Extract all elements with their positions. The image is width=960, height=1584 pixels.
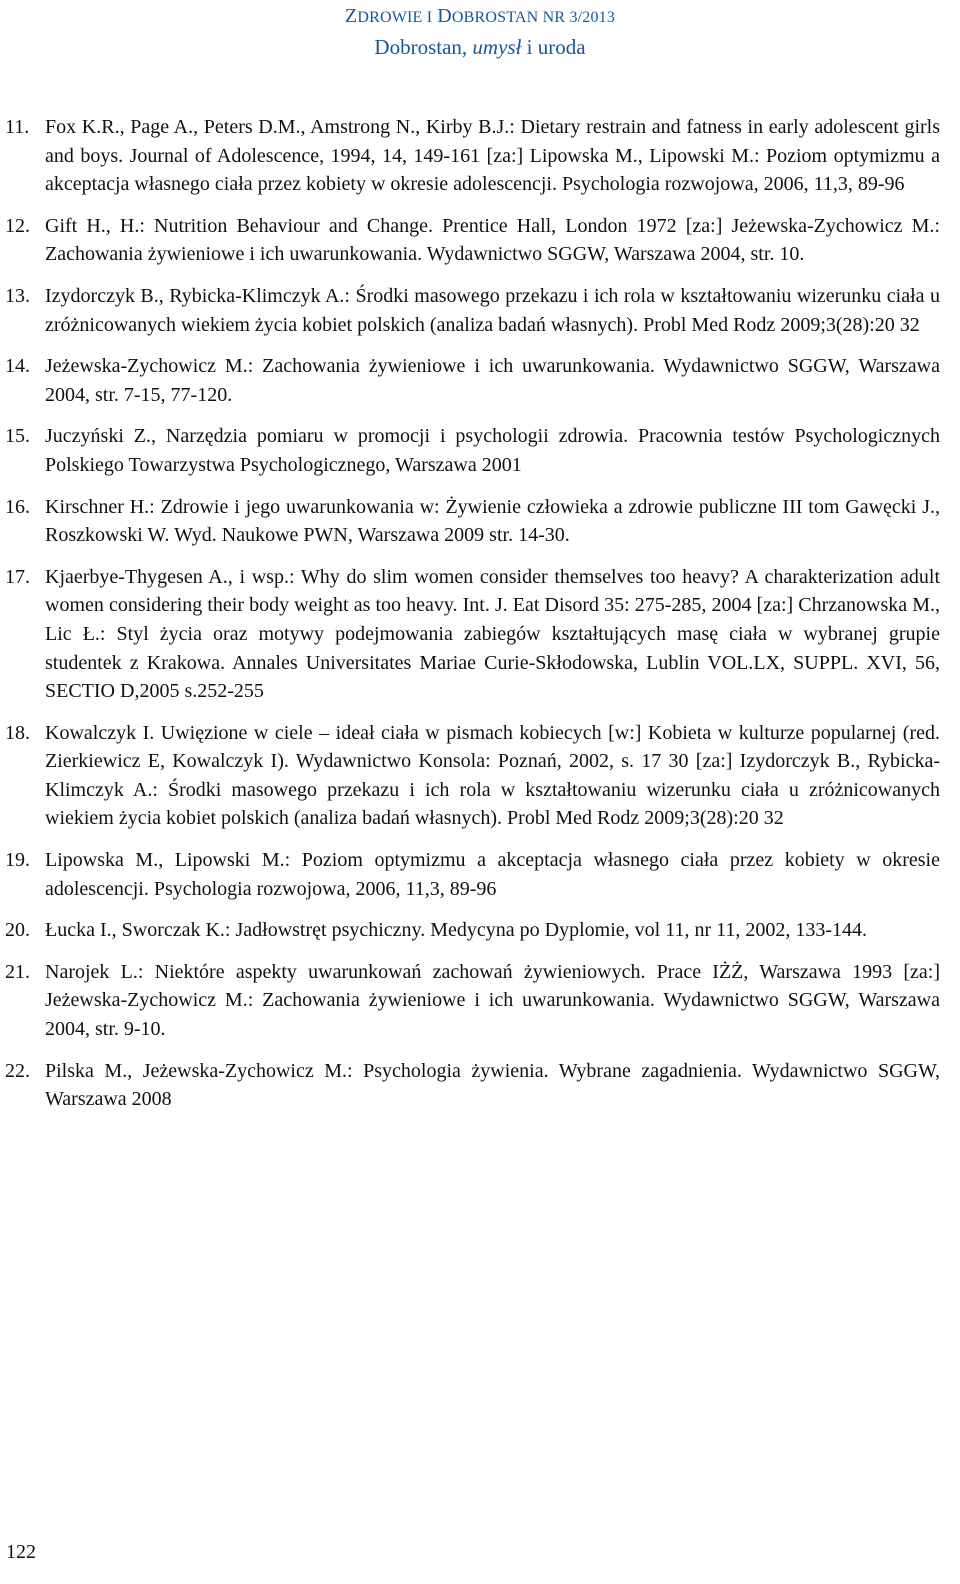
page-number: 122 — [6, 1541, 36, 1563]
reference-number: 13. — [5, 284, 30, 307]
reference-item — [5, 958, 940, 1044]
reference-number: 22. — [5, 1059, 30, 1082]
section-part1: Dobrostan, — [374, 35, 468, 59]
reference-item — [5, 113, 940, 199]
reference-number: 18. — [5, 721, 30, 744]
reference-text: Kjaerbye-Thygesen A., i wsp.: Why do slim women consider themselves too heavy? A charakterization adult women considering their body weight as too heavy. Int. J. Eat Disord 35: 275-285, 2004 [za:] Chrzanowska M., Lic Ł.: Styl życia oraz motywy podejmowania zabiegów kształtujących masę ciała w wybranej grupie studentek z Krakowa. Annales Universitates Mariae Curie-Skłodowska, Lublin VOL.LX, SUPPL. XVI, 56, SECTIO D,2005 s.252-255 — [45, 565, 940, 703]
reference-item — [5, 422, 940, 479]
reference-item — [5, 212, 940, 269]
reference-text: Gift H., H.: Nutrition Behaviour and Change. Prentice Hall, London 1972 [za:] Jeżewska-Zychowicz M.: Zachowania żywieniowe i ich uwarunkowania. Wydawnictwo SGGW, Warszawa 2004, str. 10. — [45, 214, 940, 266]
section-title — [0, 32, 960, 62]
reference-number: 12. — [5, 214, 30, 237]
reference-text: Łucka I., Sworczak K.: Jadłowstręt psychiczny. Medycyna po Dyplomie, vol 11, nr 11, 2002, 133-144. — [45, 919, 868, 942]
reference-item — [5, 1057, 940, 1114]
reference-text: Lipowska M., Lipowski M.: Poziom optymizmu a akceptacja własnego ciała przez kobiety w okresie adolescencji. Psychologia rozwojowa, 2006, 11,3, 89-96 — [45, 849, 940, 900]
reference-list — [5, 113, 940, 1127]
reference-item — [5, 282, 940, 339]
section-italic: umysł — [472, 35, 522, 59]
reference-number: 11. — [5, 116, 30, 138]
reference-item — [5, 916, 940, 945]
reference-item — [5, 493, 940, 550]
reference-number: 20. — [5, 919, 30, 942]
journal-word2: OBROSTAN NR 3/2013 — [451, 9, 616, 26]
reference-item — [5, 352, 940, 409]
reference-text: Izydorczyk B., Rybicka-Klimczyk A.: Środki masowego przekazu i ich rola w kształtowaniu wizerunku ciała u zróżnicowanych wiekiem życia kobiet polskich (analiza badań własnych). Probl Med Rodz 2009;3(28):20 32 — [45, 284, 940, 336]
reference-number: 14. — [5, 355, 30, 378]
journal-word1: DROWIE I — [357, 9, 433, 26]
section-part2: i uroda — [526, 35, 586, 59]
reference-item — [5, 563, 940, 706]
reference-number: 21. — [5, 960, 30, 983]
reference-text: Pilska M., Jeżewska-Zychowicz M.: Psychologia żywienia. Wybrane zagadnienia. Wydawnictwo SGGW, Warszawa 2008 — [45, 1059, 940, 1111]
journal-title — [0, 2, 960, 32]
reference-item — [5, 719, 940, 833]
reference-number: 15. — [5, 425, 30, 448]
reference-item — [5, 846, 940, 903]
reference-number: 19. — [5, 849, 30, 872]
reference-text: Jeżewska-Zychowicz M.: Zachowania żywieniowe i ich uwarunkowania. Wydawnictwo SGGW, Warszawa 2004, str. 7-15, 77-120. — [45, 355, 940, 406]
running-header — [0, 2, 960, 62]
reference-number: 17. — [5, 565, 30, 588]
reference-text: Juczyński Z., Narzędzia pomiaru w promocji i psychologii zdrowia. Pracownia testów Psychologicznych Polskiego Towarzystwa Psychologicznego, Warszawa 2001 — [45, 425, 940, 476]
journal-initial: Z — [344, 5, 358, 27]
reference-text: Kirschner H.: Zdrowie i jego uwarunkowania w: Żywienie człowieka a zdrowie publiczne III tom Gawęcki J., Roszkowski W. Wyd. Naukowe PWN, Warszawa 2009 str. 14-30. — [45, 495, 940, 547]
journal-initial-2: D — [437, 5, 452, 27]
reference-number: 16. — [5, 495, 30, 518]
reference-text: Kowalczyk I. Uwięzione w ciele – ideał ciała w pismach kobiecych [w:] Kobieta w kulturze popularnej (red. Zierkiewicz E, Kowalczyk I). Wydawnictwo Konsola: Poznań, 2002, s. 17 30 [za:] Izydorczyk B., Rybicka-Klimczyk A.: Środki masowego przekazu i ich rola w kształtowaniu wizerunku ciała u zróżnicowanych wiekiem życia kobiet polskich (analiza badań własnych). Probl Med Rodz 2009;3(28):20 32 — [45, 721, 940, 830]
reference-text: Fox K.R., Page A., Peters D.M., Amstrong N., Kirby B.J.: Dietary restrain and fatness in early adolescent girls and boys. Journal of Adolescence, 1994, 14, 149-161 [za:] Lipowska M., Lipowski M.: Poziom optymizmu a akceptacja własnego ciała przez kobiety w okresie adolescencji. Psychologia rozwojowa, 2006, 11,3, 89-96 — [45, 116, 940, 196]
reference-text: Narojek L.: Niektóre aspekty uwarunkowań zachowań żywieniowych. Prace IŻŻ, Warszawa 1993 [za:] Jeżewska-Zychowicz M.: Zachowania żywieniowe i ich uwarunkowania. Wydawnictwo SGGW, Warszawa 2004, str. 9-10. — [45, 960, 940, 1041]
